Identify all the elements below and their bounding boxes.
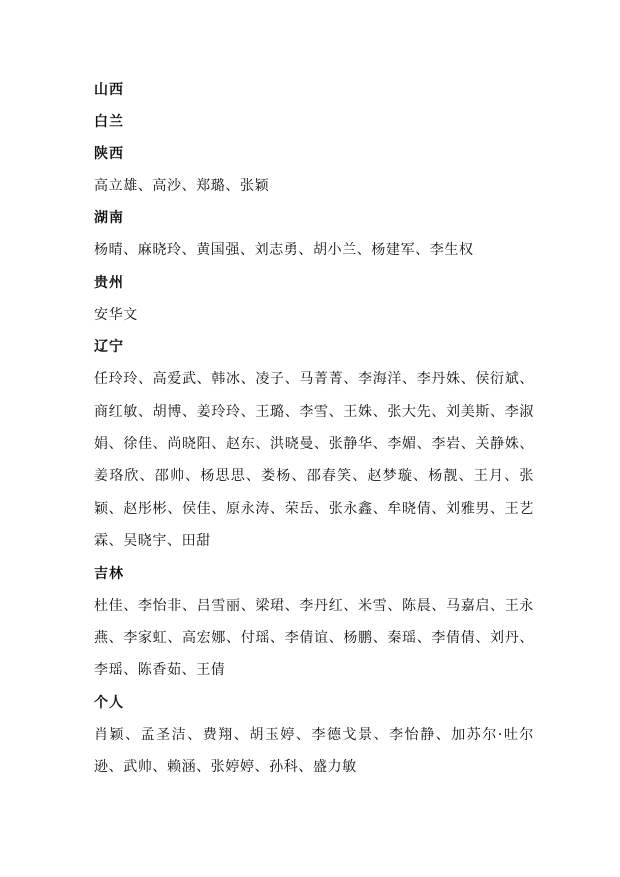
heading-hunan: 湖南 <box>94 210 124 227</box>
names-individual: 肖颖、孟圣洁、费翔、胡玉婷、李德戈景、李怡静、加苏尔·吐尔逊、武帅、赖涵、张婷婷、孙科、盛力敏 <box>94 726 534 776</box>
heading-jilin: 吉林 <box>94 565 124 582</box>
heading-guizhou: 贵州 <box>94 274 124 291</box>
names-shaanxi: 高立雄、高沙、郑璐、张颖 <box>94 178 270 194</box>
heading-liaoning: 辽宁 <box>94 339 124 356</box>
entry-bailan: 白兰 <box>94 114 124 130</box>
names-liaoning: 任玲玲、高爱武、韩冰、凌子、马菁菁、李海洋、李丹姝、侯衍斌、商红敏、胡博、姜玲玲、王璐、李雪、王姝、张大先、刘美斯、李淑娟、徐佳、尚晓阳、赵东、洪晓曼、张静华、李媚、李岩、关静姝、姜珞欣、邵帅、杨思思、娄杨、邵春笑、赵梦璇、杨靓、王月、张颖、赵彤彬、侯佳、原永涛、荣岳、张永鑫、牟晓倩、刘雅男、王艺霖、吴晓宇、田甜 <box>94 371 534 550</box>
heading-individual: 个人 <box>94 694 124 711</box>
names-hunan: 杨晴、麻晓玲、黄国强、刘志勇、胡小兰、杨建军、李生权 <box>94 242 474 259</box>
heading-shanxi: 山西 <box>94 82 124 98</box>
names-guizhou: 安华文 <box>94 306 138 323</box>
heading-shaanxi: 陕西 <box>94 146 124 162</box>
names-jilin: 杜佳、李怡非、吕雪丽、梁珺、李丹红、米雪、陈晨、马嘉启、王永燕、李家虹、高宏娜、付瑶、李倩谊、杨鹏、秦瑶、李倩倩、刘丹、李瑶、陈香茹、王倩 <box>94 597 534 679</box>
document-page <box>94 80 534 790</box>
